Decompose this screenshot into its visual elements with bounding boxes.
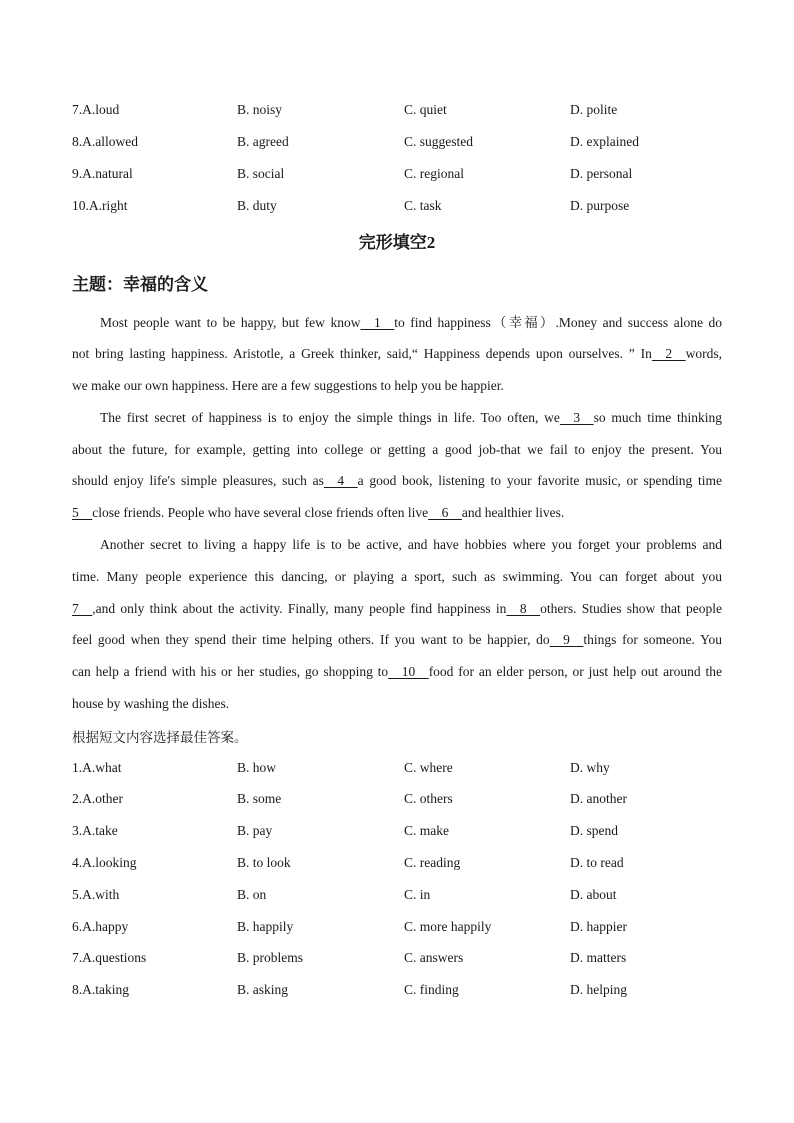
option-d: D. why	[570, 760, 610, 775]
option-a: 3.A.take	[72, 823, 118, 838]
option-c: C. suggested	[404, 134, 473, 149]
option-c: C. task	[404, 198, 442, 213]
option-d: D. spend	[570, 823, 618, 838]
option-b: B. problems	[237, 950, 303, 965]
topic-heading: 主题：幸福的含义	[72, 275, 208, 295]
passage-line: not bring lasting happiness. Aristotle, a Greek thinker, said,“ Happiness depends upon ourselves. ” In 2 words,	[72, 344, 722, 364]
option-d: D. about	[570, 887, 617, 902]
option-a: 1.A.what	[72, 760, 122, 775]
answer-blank: 5	[72, 505, 93, 520]
option-row	[72, 164, 732, 184]
option-d: D. polite	[570, 102, 618, 117]
passage-line: 5 close friends. People who have several close friends often live 6 and healthier lives.	[72, 503, 722, 523]
option-c: C. reading	[404, 855, 461, 870]
option-b: B. how	[237, 760, 277, 775]
option-row	[72, 132, 732, 152]
answer-blank: 7	[72, 601, 93, 616]
option-c: C. answers	[404, 950, 464, 965]
option-b: B. on	[237, 887, 267, 902]
option-b: B. noisy	[237, 102, 283, 117]
passage-line: can help a friend with his or her studies, go shopping to 10 food for an elder person, or just help out around the	[72, 662, 722, 682]
option-c: C. others	[404, 791, 453, 806]
answer-blank: 6	[428, 505, 462, 520]
option-d: D. explained	[570, 134, 639, 149]
option-row	[72, 948, 732, 968]
answer-blank: 9	[549, 632, 584, 647]
instruction-text: 根据短文内容选择最佳答案。	[72, 730, 248, 746]
option-c: C. finding	[404, 982, 459, 997]
passage-line: 7 ,and only think about the activity. Finally, many people find happiness in 8 others. Studies show that people	[72, 599, 722, 619]
option-a: 7.A.loud	[72, 102, 120, 117]
option-b: B. to look	[237, 855, 291, 870]
passage-line: The first secret of happiness is to enjoy the simple things in life. Too often, we 3 so much time thinking	[100, 408, 722, 428]
option-row	[72, 853, 732, 873]
option-d: D. another	[570, 791, 627, 806]
option-row	[72, 789, 732, 809]
option-a: 8.A.taking	[72, 982, 129, 997]
option-c: C. more happily	[404, 919, 492, 934]
passage-line: we make our own happiness. Here are a few suggestions to help you be happier.	[72, 378, 504, 393]
option-b: B. asking	[237, 982, 289, 997]
option-a: 6.A.happy	[72, 919, 129, 934]
option-a: 4.A.looking	[72, 855, 137, 870]
passage-line: house by washing the dishes.	[72, 696, 230, 711]
option-d: D. happier	[570, 919, 627, 934]
option-a: 7.A.questions	[72, 950, 147, 965]
option-row	[72, 885, 732, 905]
option-b: B. duty	[237, 198, 277, 213]
option-b: B. some	[237, 791, 282, 806]
option-row	[72, 196, 732, 216]
option-b: B. happily	[237, 919, 294, 934]
option-d: D. matters	[570, 950, 627, 965]
option-c: C. where	[404, 760, 453, 775]
option-row	[72, 917, 732, 937]
passage-line: Another secret to living a happy life is to be active, and have hobbies where you forget your problems and	[100, 537, 722, 552]
option-d: D. to read	[570, 855, 624, 870]
passage-line: should enjoy life's simple pleasures, such as 4 a good book, listening to your favorite music, or spending time	[72, 471, 722, 491]
option-d: D. purpose	[570, 198, 630, 213]
option-a: 8.A.allowed	[72, 134, 138, 149]
option-a: 5.A.with	[72, 887, 120, 902]
option-d: D. helping	[570, 982, 627, 997]
option-a: 10.A.right	[72, 198, 128, 213]
answer-blank: 3	[559, 410, 594, 425]
passage-line: about the future, for example, getting into college or getting a good job-that we fail to enjoy the present. You	[72, 442, 722, 457]
answer-blank: 4	[323, 473, 358, 488]
option-c: C. make	[404, 823, 449, 838]
option-row	[72, 758, 732, 778]
option-c: C. regional	[404, 166, 464, 181]
option-a: 9.A.natural	[72, 166, 133, 181]
option-c: C. in	[404, 887, 431, 902]
answer-blank: 8	[506, 601, 541, 616]
option-a: 2.A.other	[72, 791, 123, 806]
answer-blank: 1	[360, 315, 395, 330]
option-row	[72, 100, 732, 120]
answer-blank: 10	[388, 664, 429, 679]
option-b: B. pay	[237, 823, 273, 838]
option-d: D. personal	[570, 166, 633, 181]
option-b: B. agreed	[237, 134, 289, 149]
option-row	[72, 821, 732, 841]
section-title: 完形填空2	[358, 233, 436, 252]
answer-blank: 2	[651, 346, 686, 361]
passage-line: Most people want to be happy, but few know 1 to find happiness（幸福）.Money and success alone do	[100, 313, 722, 333]
passage-line: time. Many people experience this dancing, or playing a sport, such as swimming. You can forget about you	[72, 569, 722, 584]
option-c: C. quiet	[404, 102, 447, 117]
option-row	[72, 980, 732, 1000]
option-b: B. social	[237, 166, 285, 181]
passage-line: feel good when they spend their time helping others. If you want to be happier, do 9 things for someone. You	[72, 630, 722, 650]
